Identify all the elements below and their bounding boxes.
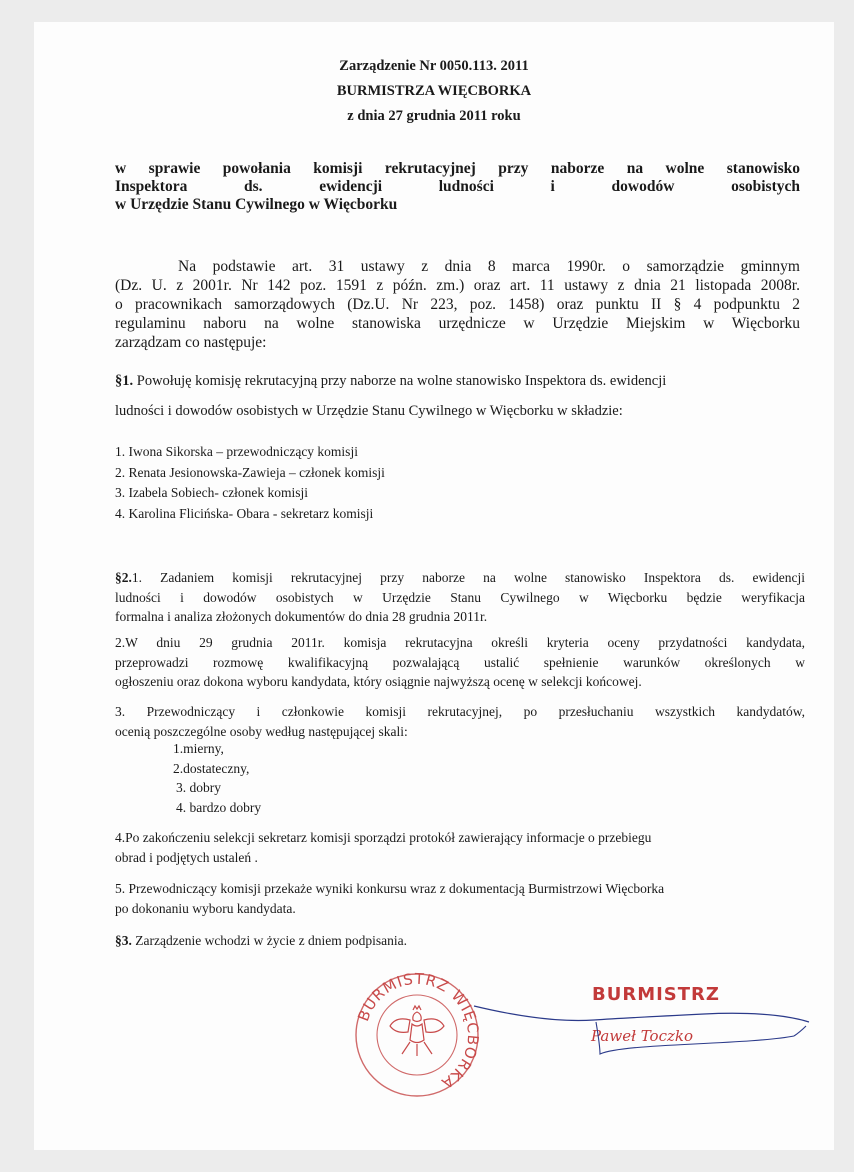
paragraph-text: ludności i dowodów osobistych w Urzędzie Stanu Cywilnego w Więcborku w składzie: [115, 403, 623, 419]
paragraph-text: 5. Przewodniczący komisji przekaże wyniki konkursu wraz z dokumentacją Burmistrzowi Więcborka [115, 881, 665, 896]
subject-line: Inspektora ds. ewidencji ludności i dowodów osobistych [115, 178, 800, 195]
paragraph-text: 4.Po zakończeniu selekcji sekretarz komisji sporządzi protokół zawierający informacje o przebiegu [115, 830, 652, 845]
paragraph-text: formalna i analiza złożonych dokumentów do dnia 28 grudnia 2011r. [115, 609, 488, 624]
paragraph-text: ocenią poszczególne osoby według następującej skali: [115, 723, 408, 739]
document-subject [115, 160, 800, 214]
subject-line: w Urzędzie Stanu Cywilnego w Więcborku [115, 196, 398, 213]
list-item: 3. Izabela Sobiech- członek komisji [115, 485, 309, 500]
preamble-line: (Dz. U. z 2001r. Nr 142 poz. 1591 z późn. zm.) oraz art. 11 ustawy z dnia 21 listopada 2008r. [115, 277, 800, 294]
rating-scale [173, 739, 261, 817]
paragraph-text: Powołuję komisję rekrutacyjną przy naborze na wolne stanowisko Inspektora ds. ewidencji [136, 373, 667, 389]
paragraph-text: 1. Zadaniem komisji rekrutacyjnej przy naborze na wolne stanowisko Inspektora ds. ewidencji [131, 570, 805, 585]
list-item: 4. Karolina Flicińska- Obara - sekretarz komisji [115, 505, 374, 521]
paragraph-1 [115, 373, 800, 420]
subject-line: w sprawie powołania komisji rekrutacyjnej przy naborze na wolne stanowisko [115, 160, 800, 177]
signature-title: BURMISTRZ [592, 984, 720, 1005]
list-item: 2. Renata Jesionowska-Zawieja – członek komisji [115, 464, 385, 480]
seal-text: BURMISTRZ WIĘCBORKA [354, 970, 482, 1093]
document-page [34, 22, 834, 1150]
eagle-emblem-icon [390, 1006, 444, 1056]
paragraph-text: po dokonaniu wyboru kandydata. [115, 900, 296, 916]
paragraph-3 [115, 933, 407, 949]
paragraph-label: §1. [115, 373, 134, 389]
paragraph-label: §2. [115, 570, 132, 585]
preamble-line: zarządzam co następuje: [115, 334, 267, 351]
preamble-line: regulaminu naboru na wolne stanowiska urzędnicze w Urzędzie Miejskim w Więcborku [115, 315, 800, 332]
paragraph-text: przeprowadzi rozmowę kwalifikacyjną pozwalającą ustalić spełnienie warunków określonych w [115, 654, 805, 670]
signature-name: Paweł Toczko [591, 1027, 694, 1045]
paragraph-2-point-1 [115, 568, 805, 627]
list-item: 3. dobry [176, 780, 221, 795]
official-seal [352, 970, 482, 1100]
paragraph-text: ogłoszeniu oraz dokona wyboru kandydata, który osiągnie najwyższą ocenę w selekcji końcowej. [115, 674, 642, 689]
document-date: z dnia 27 grudnia 2011 roku [347, 108, 521, 124]
preamble-line: o pracownikach samorządowych (Dz.U. Nr 223, poz. 1458) oraz punktu II § 4 podpunktu 2 [115, 296, 800, 313]
members-list [115, 442, 385, 524]
document-title: Zarządzenie Nr 0050.113. 2011 [339, 58, 529, 74]
paragraph-2-point-3 [115, 702, 805, 741]
paragraph-2-point-5 [115, 879, 805, 918]
list-item: 4. bardzo dobry [176, 799, 262, 815]
list-item: 1. Iwona Sikorska – przewodniczący komisji [115, 444, 358, 459]
paragraph-2-point-4 [115, 828, 805, 867]
paragraph-text: 3. Przewodniczący i członkowie komisji rekrutacyjnej, po przesłuchaniu wszystkich kandydatów, [115, 704, 805, 719]
paragraph-text: 2.W dniu 29 grudnia 2011r. komisja rekrutacyjna określi kryteria oceny przydatności kandydata, [115, 635, 805, 650]
paragraph-text: ludności i dowodów osobistych w Urzędzie Stanu Cywilnego w Więcborku będzie weryfikacja [115, 589, 805, 605]
list-item: 1.mierny, [173, 741, 224, 756]
paragraph-text: obrad i podjętych ustaleń . [115, 849, 258, 865]
paragraph-2-point-2 [115, 633, 805, 692]
paragraph-label: §3. [115, 933, 132, 948]
document-issuer: BURMISTRZA WIĘCBORKA [336, 83, 532, 99]
preamble-line: Na podstawie art. 31 ustawy z dnia 8 marca 1990r. o samorządzie gminnym [178, 258, 800, 275]
paragraph-text: Zarządzenie wchodzi w życie z dniem podpisania. [135, 933, 408, 948]
preamble [115, 257, 800, 352]
list-item: 2.dostateczny, [173, 760, 250, 776]
handwritten-signature [464, 992, 824, 1072]
